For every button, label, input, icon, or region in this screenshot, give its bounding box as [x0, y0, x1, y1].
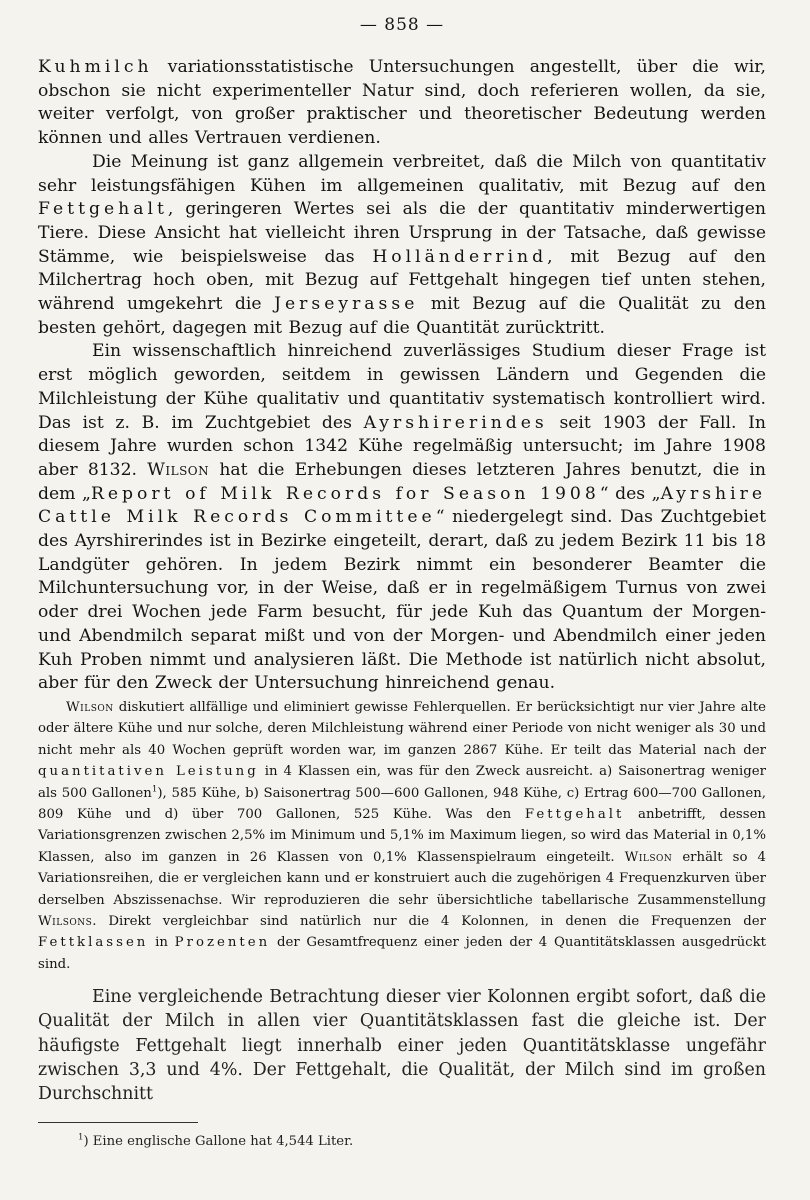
- footnote-mark: 1: [78, 1132, 84, 1143]
- text-run: variationsstatistische Untersuchungen angestellt, über die wir, obschon sie nicht experimenteller Natur sind, doch referieren wollen, da sie, weiter verfolgt, von großer praktischer und theoretischer Bedeutung werden können und alles Vertrauen verdienen.: [38, 57, 766, 149]
- spaced-term: Prozenten: [174, 935, 271, 951]
- spaced-term: Ayrshirerindes: [363, 412, 548, 433]
- spaced-term: quantitativen Leistung: [38, 764, 259, 780]
- author-name: Wilson: [624, 849, 673, 865]
- spaced-term: Fettklassen: [38, 935, 149, 951]
- text-run: Ein wissenschaftlich hinreichend zuverlässiges Studium dieser Frage ist erst möglich geworden, seitdem in gewissen Ländern und Gegenden die Milchleistung der Kühe qualitativ und quantitativ systematisch kontrolliert wird. Das ist z. B. im Zuchtgebiet des: [38, 341, 766, 433]
- paragraph-2: [38, 151, 766, 341]
- text-run: , geringeren Wertes sei als die der quantitativ minderwertigen Tiere. Diese Ansicht hat vielleicht ihren Ursprung in der Tatsache, daß gewisse Stämme, wie beispielsweise das: [38, 199, 766, 267]
- page-number: — 858 —: [359, 15, 445, 35]
- footnote-text: ) Eine englische Gallone hat 4,544 Liter.: [83, 1134, 354, 1150]
- paragraph-3: [38, 340, 766, 696]
- text-run: “ niedergelegt sind. Das Zuchtgebiet des Ayrshirerindes ist in Bezirke eingeteilt, derart, daß zu jedem Bezirk 11 bis 18 Landgüter gehören. In jedem Bezirk nimmt ein besonderer Beamter die Milchuntersuchung vor, in der Weise, daß er in regelmäßigem Turnus von zwei oder drei Wochen jede Farm besucht, für jede Kuh das Quantum der Morgen- und Abendmilch separat mißt und von der Morgen- und Abendmilch einer jeden Kuh Proben nimmt und analysieren läßt. Die Methode ist natürlich nicht absolut, aber für den Zweck der Untersuchung hinreichend genau.: [38, 507, 766, 694]
- text-run: diskutiert allfällige und eliminiert gewisse Fehlerquellen. Er berücksichtigt nur vier Jahre alte oder ältere Kühe und nur solche, deren Milchleistung während einer Periode von nicht weniger als 30 und nicht mehr als 40 Wochen geprüft worden war, im ganzen 2867 Kühe. Er teilt das Material nach der: [38, 699, 766, 758]
- spaced-term: Kuhmilch: [38, 57, 153, 77]
- text-run: seit 1903 der Fall. In diesem Jahre wurden schon 1342 Kühe regelmäßig untersucht; im Jahre 1908 aber 8132.: [38, 412, 766, 480]
- paragraph-4: [38, 985, 766, 1106]
- small-print-paragraph: [38, 697, 766, 975]
- text-run: “ des „: [599, 483, 661, 504]
- footnote-divider: [38, 1122, 198, 1123]
- text-run: , mit Bezug auf den Milchertrag hoch oben, mit Bezug auf Fettgehalt hingegen tief unten stehen, während umgekehrt die: [38, 246, 766, 315]
- text-run: ), 585 Kühe, b) Saisonertrag 500—600 Gallonen, 948 Kühe, c) Ertrag 600—700 Gallonen, 809 Kühe und d) über 700 Gallonen, 525 Kühe. Was den: [38, 785, 766, 823]
- spaced-term: Report of Milk Records for Season 1908: [90, 483, 600, 504]
- footnote: [78, 1133, 766, 1151]
- text-run: Eine vergleichende Betrachtung dieser vier Kolonnen ergibt sofort, daß die Qualität der Milch in allen vier Quantitätsklassen fast die gleiche ist. Der häufigste Fettgehalt liegt innerhalb einer jeden Quantitätsklasse ungefähr zwischen 3,3 und 4%. Der Fettgehalt, die Qualität, der Milch sind im großen Durchschnitt: [38, 987, 766, 1105]
- author-name: Wilson: [66, 699, 114, 715]
- footnote-ref[interactable]: 1: [151, 784, 158, 795]
- text-run: . Direkt vergleichbar sind natürlich nur die 4 Kolonnen, in denen die Frequenzen der: [92, 914, 766, 930]
- spaced-term: Holländerrind: [372, 246, 548, 267]
- author-name: Wilson: [147, 459, 210, 480]
- author-name: Wilsons: [38, 914, 93, 930]
- spaced-term: Ayrshire Cattle Milk Records Committee: [38, 483, 766, 528]
- paragraph-1: [38, 56, 766, 151]
- text-run: mit Bezug auf die Qualität zu den besten gehört, dagegen mit Bezug auf die Quantität zurücktritt.: [38, 294, 766, 338]
- text-run: anbetrifft, dessen Variationsgrenzen zwischen 2,5% im Minimum und 5,1% im Maximum liegen, so wird das Material in 0,1% Klassen, also im ganzen in 26 Klassen von 0,1% Klassenspielraum eingeteilt.: [38, 807, 766, 865]
- text-run: erhält so 4 Variationsreihen, die er vergleichen kann und er konstruiert auch die zugehörigen 4 Frequenzkurven über derselben Abszissenachse. Wir reproduzieren die sehr übersichtliche tabellarische Zusammenstellung: [38, 849, 766, 908]
- text-run: hat die Erhebungen dieses letzteren Jahres benutzt, die in dem „: [38, 459, 766, 504]
- spaced-term: Jerseyrasse: [274, 294, 419, 315]
- text-run: Die Meinung ist ganz allgemein verbreitet, daß die Milch von quantitativ sehr leistungsfähigen Kühen im allgemeinen qualitativ, mit Bezug auf den: [38, 151, 766, 196]
- text-run: in 4 Klassen ein, was für den Zweck ausreicht. a) Saisonertrag weniger als 500 Gallonen: [38, 764, 767, 801]
- text-run: der Gesamtfrequenz einer jeden der 4 Quantitätsklassen ausgedrückt sind.: [38, 935, 766, 972]
- text-run: in: [148, 935, 175, 951]
- spaced-term: Fettgehalt: [524, 807, 625, 823]
- spaced-term: Fettgehalt: [38, 199, 168, 220]
